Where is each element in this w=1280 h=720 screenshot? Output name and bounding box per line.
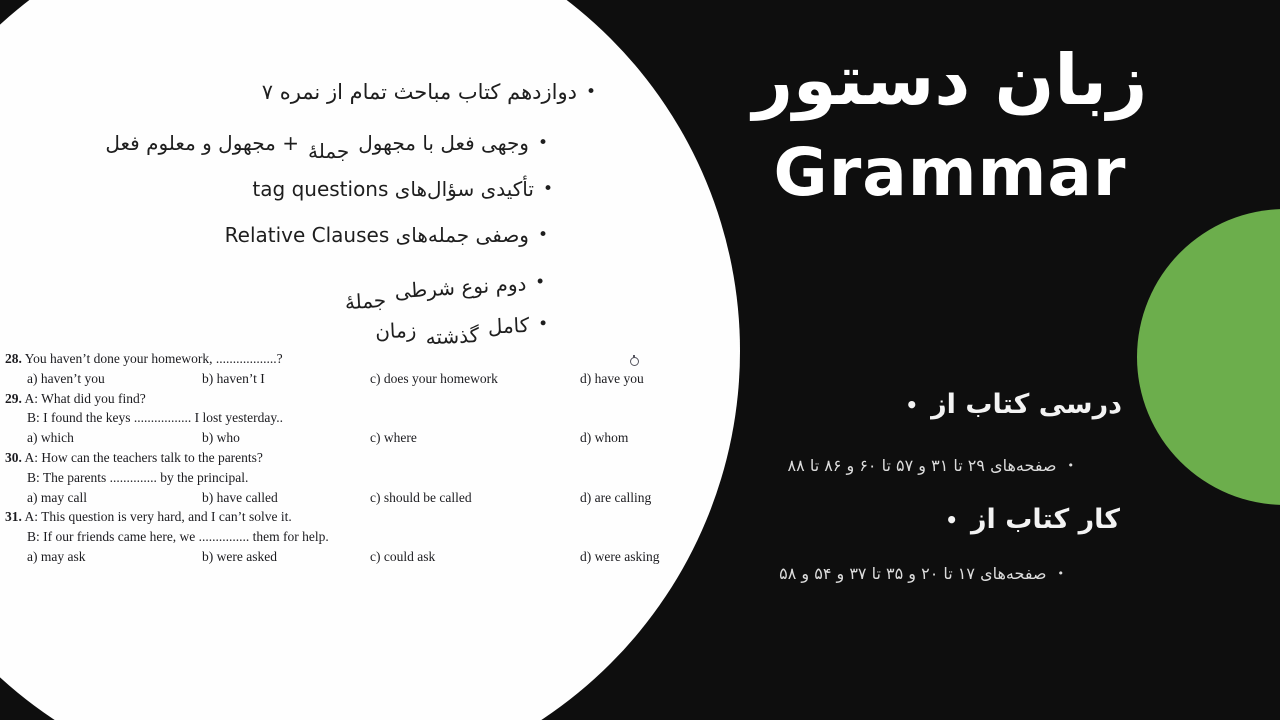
pages-text: صفحه‌های ۱۷ تا ۲۰ و ۳۵ تا ۳۷ و ۵۴ و ۵۸ (779, 564, 1047, 583)
question-line (5, 349, 705, 369)
options-row (5, 428, 705, 448)
option-d: d) have you (580, 370, 644, 386)
bullet-icon: • (537, 313, 549, 334)
option-c: c) does your homework (370, 370, 498, 386)
question-30 (5, 448, 705, 507)
options-row (5, 547, 705, 567)
option-d: d) are calling (580, 489, 652, 505)
options-row (5, 488, 705, 508)
question-line-b: B: I found the keys ................. I lost yesterday.. (27, 410, 283, 426)
bullet-text: تأکیدی سؤال‌های tag questions (252, 177, 534, 201)
section-textbook (905, 389, 1122, 420)
question-number: 30. (5, 449, 22, 465)
options-row (5, 369, 705, 389)
option-c: c) should be called (370, 489, 472, 505)
option-a: a) may ask (27, 548, 86, 564)
bullet-text-dipped-word: گذشته (424, 323, 480, 350)
scan-artifact-circle-mark (630, 357, 639, 366)
option-b: b) have called (202, 489, 278, 505)
bullet-icon: • (945, 507, 959, 532)
question-number: 28. (5, 351, 22, 366)
pages-text: صفحه‌های ۲۹ تا ۳۱ و ۵۷ تا ۶۰ و ۸۶ تا ۸۸ (787, 456, 1057, 475)
option-a: a) which (27, 430, 74, 446)
question-line (5, 389, 705, 409)
section-title: کار کتاب از (971, 504, 1120, 535)
bullet-icon: • (905, 392, 919, 417)
option-b: b) who (202, 430, 240, 446)
question-number: 29. (5, 390, 22, 406)
section-textbook-pages (788, 456, 1074, 475)
section-workbook (945, 504, 1120, 535)
option-a: a) haven’t you (27, 370, 105, 386)
question-text: You haven’t done your homework, ..................? (24, 351, 283, 366)
bullet-text: دوازدهم کتاب مباحث تمام از نمره ۷ (261, 80, 577, 104)
question-29 (5, 389, 705, 448)
slide-title (650, 26, 1250, 211)
question-28 (5, 349, 705, 389)
option-c: c) could ask (370, 548, 436, 564)
question-31 (5, 507, 705, 566)
bullet-icon: • (1067, 459, 1074, 472)
bullet-text-part: کامل (487, 312, 530, 339)
bullet-item-tag-questions (252, 177, 553, 201)
question-text: A: This question is very hard, and I can’t solve it. (24, 509, 292, 525)
option-d: d) were asking (580, 548, 660, 564)
bullet-item-total-marks (262, 80, 596, 104)
title-persian: زبان دستور (752, 39, 1148, 121)
bullet-item-passive-voice (105, 131, 548, 163)
question-line (5, 507, 705, 527)
bullet-text: وصفی جمله‌های Relative Clauses (224, 223, 529, 247)
question-line-b: B: If our friends came here, we ............... them for help. (27, 529, 329, 545)
bullet-text-part: + مجهول و معلوم فعل (105, 131, 299, 155)
title-english: Grammar (773, 134, 1127, 211)
bullet-item-relative-clauses (225, 223, 548, 247)
question-line (5, 448, 705, 468)
green-circle-decoration (1137, 209, 1280, 505)
bullet-icon: • (1057, 567, 1064, 580)
bullet-icon: • (585, 81, 596, 102)
question-text: A: What did you find? (24, 390, 146, 406)
question-number: 31. (5, 509, 22, 525)
bullet-text-dipped-word: جملهٔ (343, 287, 387, 315)
section-workbook-pages (779, 564, 1064, 583)
bullet-text-part: دوم نوع شرطی (393, 271, 527, 304)
option-b: b) were asked (202, 548, 277, 564)
bullet-text-dipped-word: جملهٔ (307, 139, 350, 163)
option-c: c) where (370, 430, 417, 446)
questions-block (5, 349, 705, 567)
question-line-b: B: The parents .............. by the principal. (27, 469, 249, 485)
section-title: درسی کتاب از (931, 389, 1122, 420)
bullet-icon: • (537, 224, 548, 245)
bullet-text-part: زمان (374, 317, 417, 344)
bullet-icon: • (537, 132, 548, 153)
option-b: b) haven’t I (202, 370, 265, 386)
question-text: A: How can the teachers talk to the parents? (24, 449, 263, 465)
bullet-text-part: وجهی فعل با مجهول (358, 131, 529, 155)
bullet-icon: • (542, 178, 553, 199)
option-d: d) whom (580, 430, 629, 446)
bullet-icon: • (534, 271, 546, 293)
option-a: a) may call (27, 489, 87, 505)
